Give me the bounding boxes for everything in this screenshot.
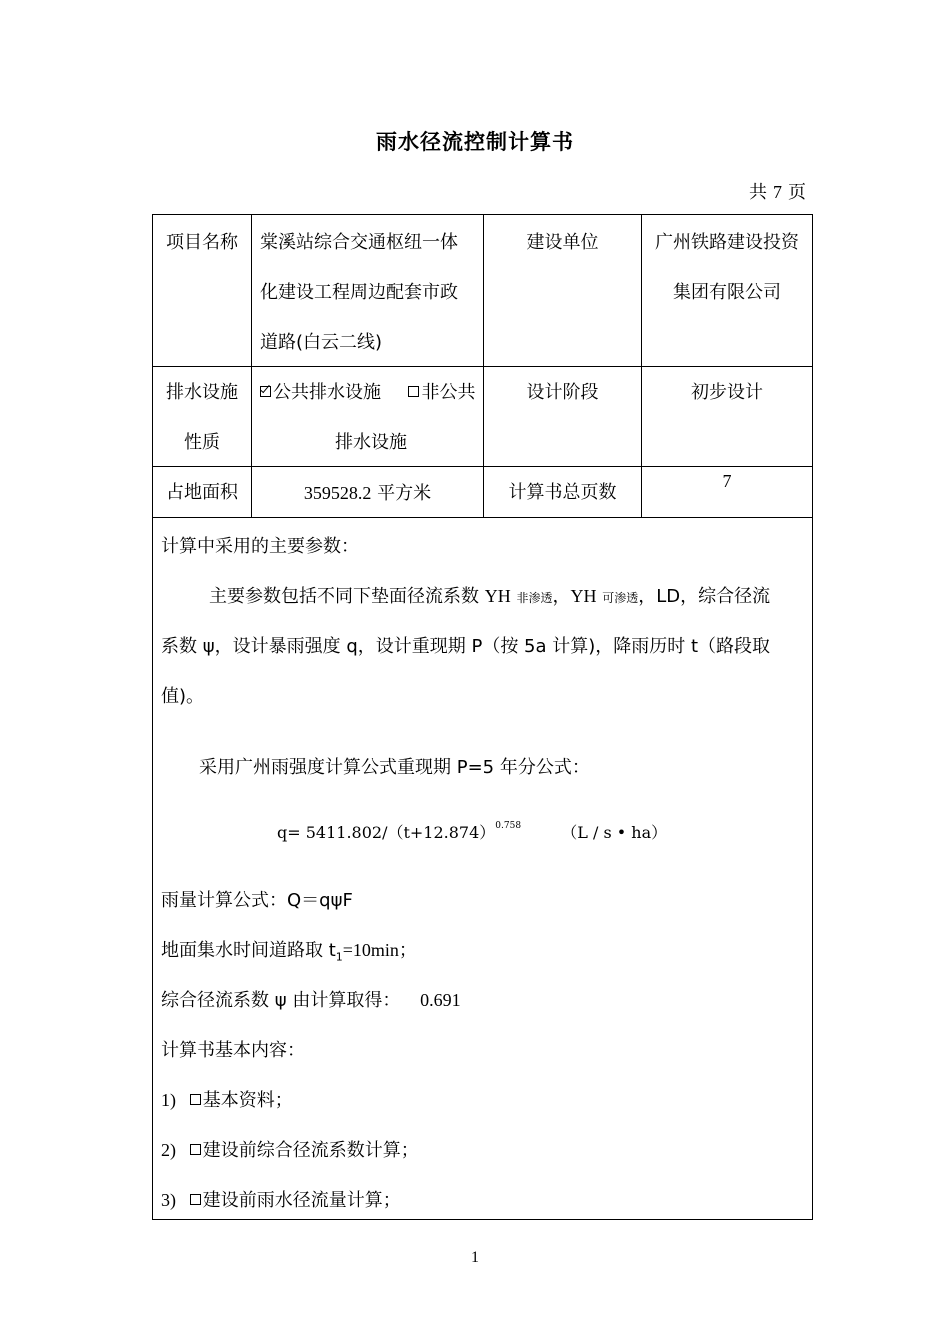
yh-symbol: YH bbox=[570, 586, 597, 606]
params-paragraph-line2: 系数 ψ，设计暴雨强度 q，设计重现期 P（按 5a 计算)，降雨历时 t（路段取 bbox=[161, 636, 771, 657]
public-drainage-checkbox[interactable] bbox=[260, 386, 271, 397]
yh-sub-impervious: 非渗透 bbox=[516, 591, 553, 605]
project-name-line: 化建设工程周边配套市政 bbox=[260, 282, 458, 303]
list-item-number: 2) bbox=[161, 1140, 176, 1160]
design-stage-label: 设计阶段 bbox=[526, 382, 599, 403]
area-value bbox=[252, 468, 483, 519]
pages-count: 7 bbox=[773, 182, 782, 202]
page-count bbox=[749, 178, 806, 204]
list-item bbox=[161, 1136, 419, 1162]
list-item bbox=[161, 1086, 293, 1112]
total-pages-label: 计算书总页数 bbox=[508, 482, 617, 503]
public-drainage-label: 公共排水设施 bbox=[273, 382, 381, 403]
area-label: 占地面积 bbox=[166, 482, 238, 503]
intensity-formula bbox=[277, 820, 667, 843]
coef-value: 0.691 bbox=[420, 990, 461, 1010]
separator: ， bbox=[552, 586, 571, 607]
project-name-line: 道路(白云二线) bbox=[260, 332, 383, 353]
list-item bbox=[161, 1186, 401, 1212]
area-unit: 平方米 bbox=[377, 483, 432, 504]
rain-formula: 雨量计算公式：Q＝qψF bbox=[161, 890, 353, 911]
params-text: 主要参数包括不同下垫面径流系数 bbox=[209, 586, 485, 607]
page-number: 1 bbox=[471, 1249, 479, 1266]
builder-line: 集团有限公司 bbox=[673, 282, 781, 303]
drainage-label bbox=[153, 368, 251, 468]
pages-prefix: 共 bbox=[749, 182, 767, 203]
list-item-text: 建设前雨水径流量计算； bbox=[202, 1190, 401, 1211]
builder-line: 广州铁路建设投资 bbox=[655, 232, 799, 253]
formula-intro: 采用广州雨强度计算公式重现期 P=5 年分公式： bbox=[199, 757, 590, 778]
item-checkbox[interactable] bbox=[190, 1094, 201, 1105]
non-public-drainage-checkbox[interactable] bbox=[408, 386, 419, 397]
coef-text: 综合径流系数 ψ 由计算取得： bbox=[161, 990, 401, 1011]
params-paragraph-line3: 值)。 bbox=[161, 686, 205, 707]
list-item-text: 基本资料； bbox=[202, 1090, 293, 1111]
ground-time-sub: 1 bbox=[335, 950, 343, 964]
drainage-label-line: 性质 bbox=[184, 432, 220, 453]
params-heading: 计算中采用的主要参数： bbox=[161, 536, 359, 557]
area-number: 359528.2 bbox=[303, 483, 372, 503]
content-heading: 计算书基本内容： bbox=[161, 1040, 305, 1061]
drainage-label-line: 排水设施 bbox=[166, 382, 238, 403]
drainage-options bbox=[260, 368, 482, 468]
formula-main: q= 5411.802/（t+12.874） bbox=[277, 823, 496, 842]
ground-collection-time bbox=[161, 936, 417, 964]
formula-exponent: 0.758 bbox=[495, 820, 522, 831]
list-item-number: 3) bbox=[161, 1190, 176, 1210]
project-name-label: 项目名称 bbox=[166, 232, 238, 253]
total-pages-value: 7 bbox=[722, 471, 732, 491]
item-checkbox[interactable] bbox=[190, 1194, 201, 1205]
non-public-drainage-label-cont: 排水设施 bbox=[335, 432, 407, 453]
formula-unit: （L / s • ha） bbox=[561, 823, 668, 842]
params-paragraph-line1 bbox=[209, 582, 770, 608]
non-public-drainage-label: 非公共 bbox=[421, 382, 476, 403]
info-table bbox=[152, 214, 813, 1220]
item-checkbox[interactable] bbox=[190, 1144, 201, 1155]
design-stage-value: 初步设计 bbox=[691, 382, 763, 403]
project-name-value bbox=[260, 218, 480, 368]
document-title: 雨水径流控制计算书 bbox=[376, 130, 574, 154]
yh-sub-pervious: 可渗透 bbox=[602, 591, 639, 605]
ground-time-value: =10min； bbox=[342, 940, 417, 960]
params-text: ，LD，综合径流 bbox=[638, 586, 771, 607]
project-name-line: 棠溪站综合交通枢纽一体 bbox=[260, 232, 458, 253]
yh-symbol: YH bbox=[484, 586, 511, 606]
ground-time-text: 地面集水时间道路取 t bbox=[161, 940, 336, 961]
list-item-number: 1) bbox=[161, 1090, 176, 1110]
builder-label: 建设单位 bbox=[526, 232, 599, 253]
list-item-text: 建设前综合径流系数计算； bbox=[202, 1140, 419, 1161]
builder-value bbox=[642, 218, 812, 318]
pages-suffix: 页 bbox=[788, 182, 806, 203]
runoff-coefficient bbox=[161, 986, 461, 1012]
